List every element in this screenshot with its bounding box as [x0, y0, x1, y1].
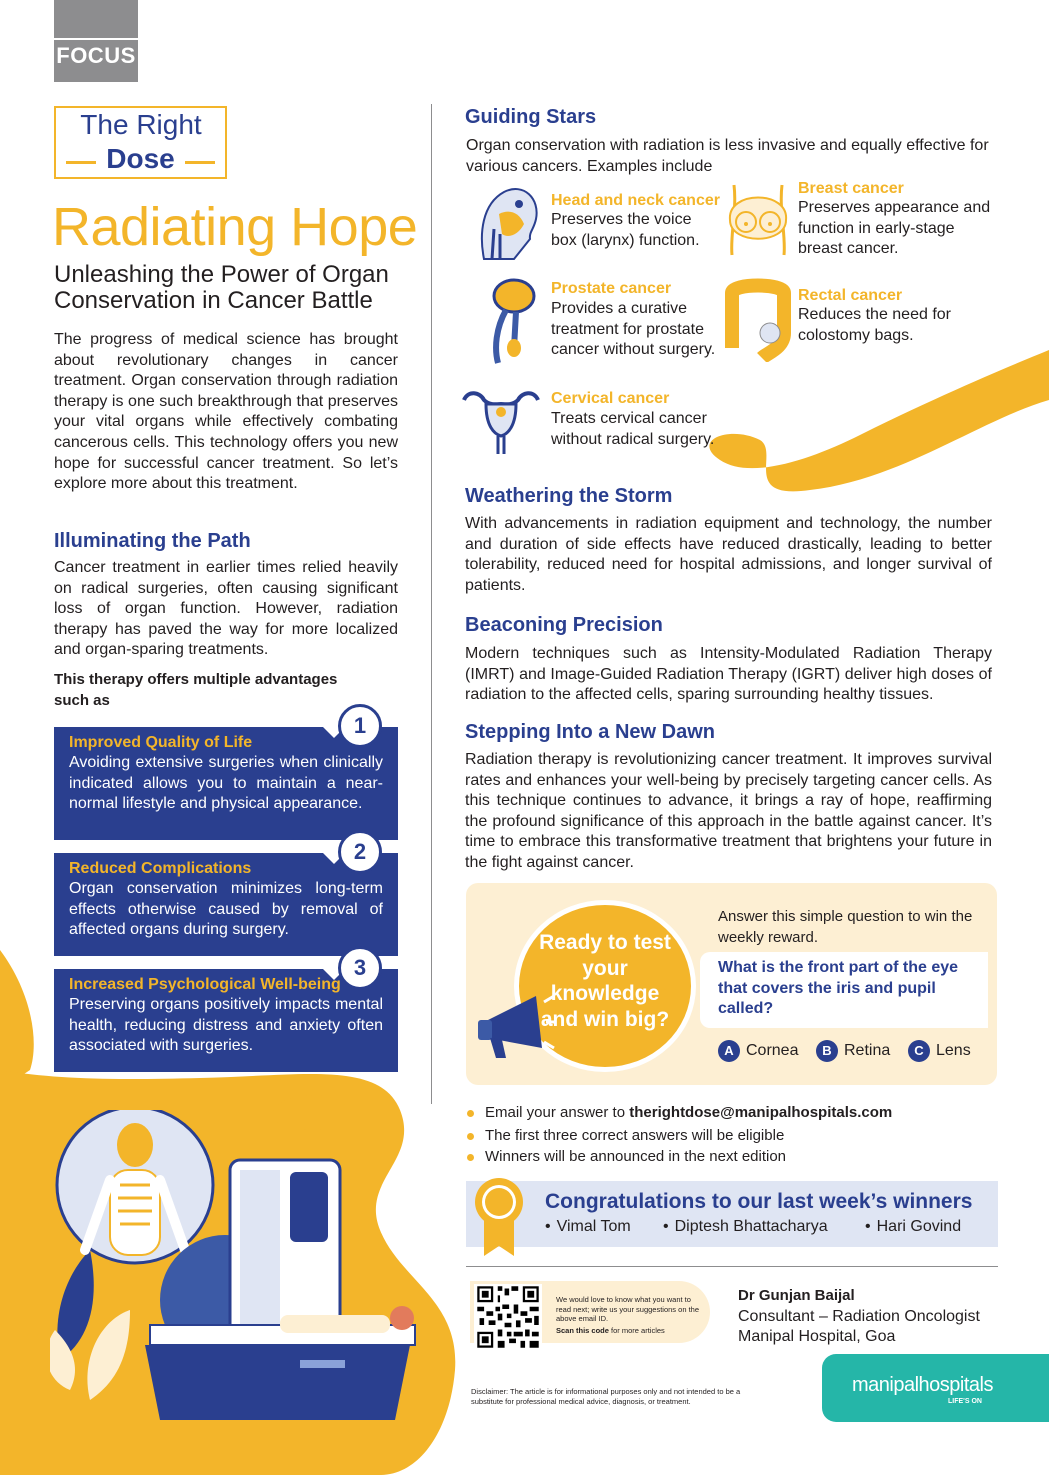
advantage-body: Organ conservation minimizes long-term effects otherwise caused by removal of affected organs during surgery. [69, 880, 383, 939]
stepping-body: Radiation therapy is revolutionizing cancer treatment. It improves survival rates and enhances your well-being by precisely targeting cancer cells. As this technique continues to advance, it brings a ray of hope, reaffirming the profound significance of this approach in the battle against cancer. It’s time to embrace this transformative treatment that brightens your future in the fight against cancer. [465, 751, 992, 871]
advantage-number: 2 [338, 830, 382, 874]
author-hospital: Manipal Hospital, Goa [738, 1328, 896, 1346]
illuminating-heading: Illuminating the Path [54, 530, 251, 552]
medal-icon [474, 1176, 524, 1258]
advantage-title: Improved Quality of Life [69, 734, 253, 751]
quiz-option-b[interactable] [816, 1040, 890, 1062]
rule-email-prefix: Email your answer to [485, 1104, 630, 1121]
colon-icon [722, 278, 794, 362]
option-letter: A [718, 1040, 740, 1062]
intro-paragraph: The progress of medical science has brought about revolutionary changes in cancer treatment. Organ conservation through radiation therapy is one such breakthrough that preserves your vital organs while effectively combating cancerous cells. This technology offers you new hope for successful cancer treatment. So let’s explore more about this treatment. [54, 331, 398, 493]
rule-email [467, 1104, 892, 1121]
advantage-title: Increased Psychological Well-being [69, 976, 341, 993]
beaconing-body: Modern techniques such as Intensity-Modulated Radiation Therapy (IMRT) and Image-Guided Radiation Therapy (IGRT) deliver high doses of radiation to the affected cells, sparing surrounding healthy tissues. [465, 645, 992, 704]
brand-tagline: LIFE'S ON [948, 1398, 982, 1405]
column-divider [431, 104, 432, 1104]
cancer-title: Prostate cancer [551, 280, 672, 297]
feedback-text [556, 1295, 706, 1335]
logo-line1: The Right [66, 108, 216, 142]
brand-logo [822, 1354, 1049, 1422]
brand-name: manipalhospitals [852, 1374, 993, 1396]
section-tag-label: FOCUS [56, 43, 136, 68]
option-text: Lens [936, 1042, 971, 1059]
winner-name: • Hari Govind [865, 1218, 962, 1235]
author-block [738, 1286, 980, 1348]
head-neck-icon [474, 184, 544, 262]
feedback-message: We would love to know what you want to read next; write us your suggestions on the above email ID. [556, 1295, 699, 1323]
page-subtitle: Unleashing the Power of Organ Conservation in Cancer Battle [54, 261, 389, 314]
footer-divider [466, 1266, 998, 1267]
section-tag [54, 0, 138, 82]
disclaimer: Disclaimer: The article is for informational purposes only and not intended to be a substitute for professional medical advice, diagnosis, or treatment. [471, 1387, 741, 1406]
option-letter: C [908, 1040, 930, 1062]
winner-name: • Vimal Tom [545, 1218, 631, 1235]
cancer-desc: Reduces the need for colostomy bags. [798, 306, 951, 344]
advantage-body: Avoiding extensive surgeries when clinically indicated allows you to maintain a near-normal lifestyle and physical appearance. [69, 754, 383, 813]
qr-code-icon[interactable] [474, 1284, 542, 1350]
advantage-number: 1 [338, 704, 382, 748]
advantages-lead: This therapy offers multiple advantages such as [54, 671, 338, 709]
guiding-heading: Guiding Stars [465, 106, 597, 128]
cancer-desc: Treats cervical cancer without radical surgery. [551, 410, 715, 448]
cancer-desc: Preserves the voice box (larynx) function. [551, 211, 700, 249]
quiz-option-c[interactable] [908, 1040, 971, 1062]
decorative-wave-right [700, 340, 1049, 500]
option-text: Cornea [746, 1042, 799, 1059]
author-role: Consultant – Radiation Oncologist [738, 1307, 980, 1325]
email-link[interactable]: therightdose@manipalhospitals.com [629, 1104, 893, 1121]
cancer-title: Head and neck cancer [551, 192, 720, 209]
publication-logo [54, 106, 227, 179]
cancer-title: Breast cancer [798, 180, 904, 197]
stepping-heading: Stepping Into a New Dawn [465, 721, 716, 743]
winners-title: Congratulations to our last week’s winners [545, 1190, 973, 1213]
rule-text: The first three correct answers will be eligible [485, 1127, 785, 1144]
scan-rest: for more articles [608, 1325, 665, 1335]
quiz-option-a[interactable] [718, 1040, 798, 1062]
author-name: Dr Gunjan Baijal [738, 1287, 855, 1304]
option-letter: B [816, 1040, 838, 1062]
beaconing-heading: Beaconing Precision [465, 614, 663, 636]
cancer-title: Rectal cancer [798, 287, 903, 304]
quiz-cta: Ready to test your knowledge and win big? [539, 931, 671, 1031]
weathering-heading: Weathering the Storm [465, 485, 673, 507]
rule-item [467, 1148, 786, 1165]
quiz-instruction: Answer this simple question to win the weekly reward. [718, 908, 973, 946]
cancer-desc: Provides a curative treatment for prostate cancer without surgery. [551, 300, 716, 359]
scan-label: Scan this code [556, 1325, 609, 1335]
cancer-desc: Preserves appearance and function in early-stage breast cancer. [798, 199, 991, 258]
winner-name: • Diptesh Bhattacharya [663, 1218, 828, 1235]
radiation-therapy-illustration [50, 1110, 420, 1420]
guiding-intro: Organ conservation with radiation is less invasive and equally effective for various cancers. Examples include [466, 137, 989, 175]
advantage-number: 3 [338, 946, 382, 990]
page-title: Radiating Hope [52, 197, 418, 257]
logo-line2: Dose [106, 143, 175, 174]
weathering-body: With advancements in radiation equipment and technology, the number and duration of side effects have reduced drastically, leading to better tolerability, reduced need for hospital admissions, and longer survival of patients. [465, 515, 992, 594]
uterus-icon [458, 386, 544, 456]
breast-icon [722, 180, 794, 258]
megaphone-icon [476, 992, 556, 1064]
prostate-icon [486, 278, 538, 370]
quiz-question: What is the front part of the eye that covers the iris and pupil called? [718, 959, 959, 1018]
option-text: Retina [844, 1042, 891, 1059]
rule-item [467, 1127, 784, 1144]
illuminating-body: Cancer treatment in earlier times relied heavily on radical surgeries, often causing significant loss of organ function. However, radiation therapy has paved the way for more localized and organ-sparing treatments. [54, 559, 398, 659]
advantage-body: Preserving organs positively impacts mental health, reducing distress and anxiety often associated with surgeries. [69, 996, 383, 1055]
advantage-title: Reduced Complications [69, 860, 252, 877]
cancer-title: Cervical cancer [551, 390, 670, 407]
rule-text: Winners will be announced in the next edition [485, 1148, 787, 1165]
